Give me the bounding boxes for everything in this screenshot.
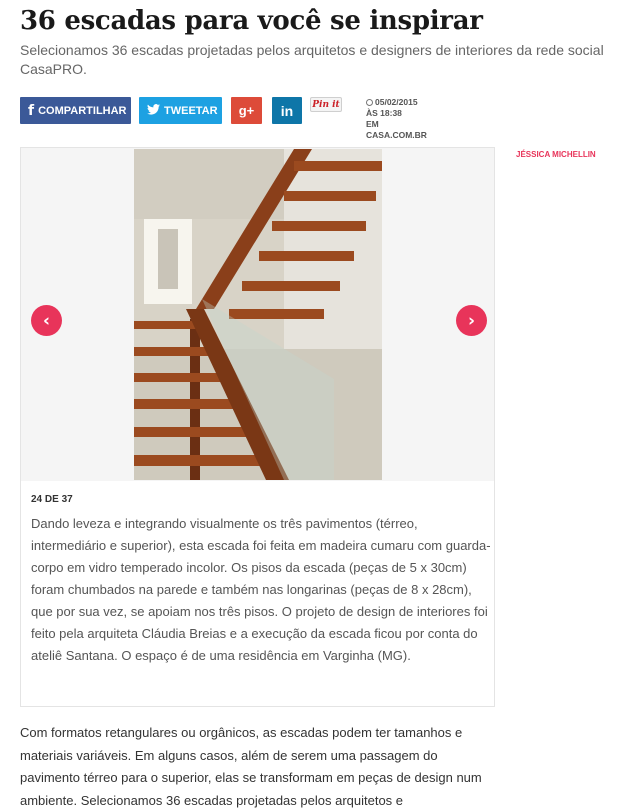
- clock-icon: [366, 99, 373, 106]
- twitter-icon: [147, 103, 160, 119]
- facebook-icon: f: [28, 102, 35, 119]
- publish-source: EM CASA.COM.BR: [366, 119, 427, 140]
- linkedin-share-button[interactable]: in: [272, 97, 302, 124]
- googleplus-share-button[interactable]: g+: [231, 97, 262, 124]
- facebook-share-label: COMPARTILHAR: [38, 104, 127, 117]
- article-subtitle: Selecionamos 36 escadas projetadas pelos arquitetos e designers de interiores da rede social CasaPRO.: [20, 42, 604, 77]
- facebook-share-button[interactable]: [20, 97, 131, 124]
- gallery-counter: 24 DE 37: [31, 494, 73, 505]
- article-title: 36 escadas para você se inspirar: [20, 6, 483, 36]
- publish-meta: [366, 97, 427, 141]
- photo-gallery: [20, 147, 495, 707]
- pinterest-pin-button[interactable]: Pin it: [310, 97, 342, 112]
- article-body: Com formatos retangulares ou orgânicos, as escadas podem ter tamanhos e materiais variáveis. Em alguns casos, além de serem uma passagem do pavimento térreo para o superior, elas se transformam em peças de design num ambiente. Selecionamos 36 escadas projetadas pelos arquitetos e: [20, 725, 482, 808]
- gallery-caption: Dando leveza e integrando visualmente os três pavimentos (térreo, intermediário e superior), esta escada foi feita em madeira cumaru com guarda-corpo em vidro temperado incolor. Os pisos da escada (peças de 5 x 30cm) foram chumbados na parede e também nas longarinas (peças de 8 x 28cm), que por sua vez, se apoiam nos três pisos. O projeto de design de interiores foi feito pela arquiteta Cláudia Breias e a execução da escada ficou por conta do ateliê Santana. O espaço é de uma residência em Varginha (MG).: [31, 516, 491, 663]
- gallery-prev-button[interactable]: ‹: [31, 305, 62, 336]
- twitter-share-button[interactable]: [139, 97, 222, 124]
- author-name[interactable]: JÉSSICA MICHELLIN: [516, 150, 596, 159]
- gallery-next-button[interactable]: ›: [456, 305, 487, 336]
- publish-datetime: 05/02/2015 ÀS 18:38: [366, 97, 418, 118]
- gallery-photo: [134, 149, 382, 480]
- twitter-share-label: TWEETAR: [164, 104, 218, 117]
